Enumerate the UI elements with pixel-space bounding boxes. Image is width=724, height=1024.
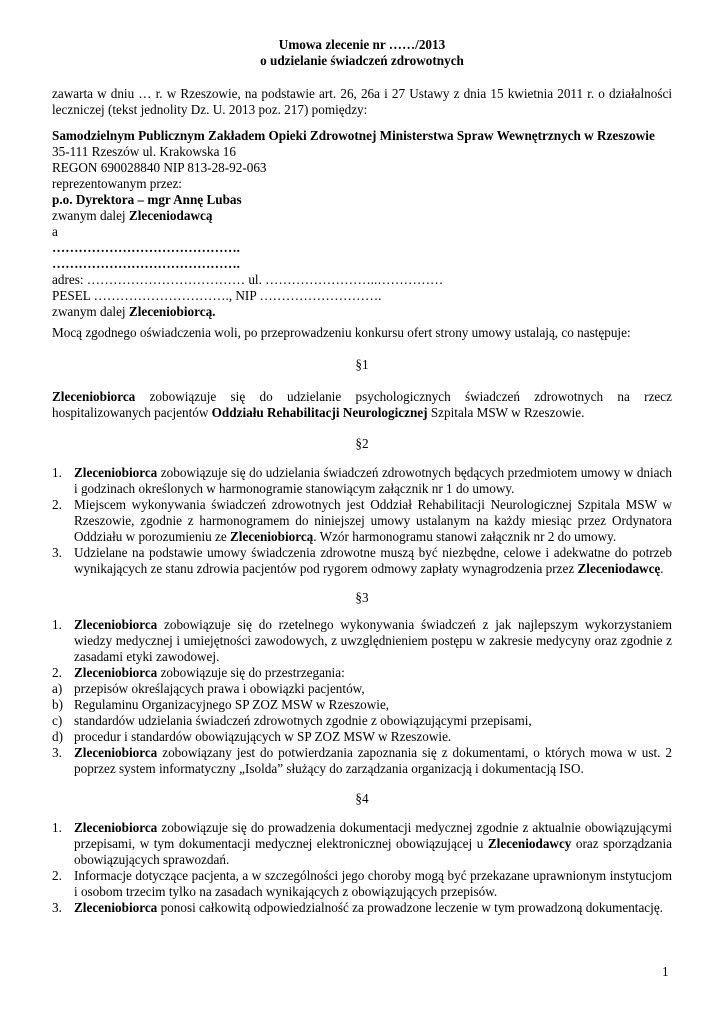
section-3-sublist	[52, 681, 672, 745]
section-3-list-cont	[52, 745, 672, 777]
section-1-paragraph: Zleceniobiorca zobowiązuje się do udzielanie psychologicznych świadczeń zdrowotnych na rzecz hospitalizowanych pacjentów Oddziału Rehabilitacji Neurologicznej Szpitala MSW w Rzeszowie.	[52, 389, 672, 420]
section-4-item-2: 2. Informacje dotyczące pacjenta, a w szczególności jego choroby mogą być przekazane uprawnionym instytucjom i osobom trzecim tylko na zasadach wynikających z obowiązujących przepisów.	[52, 868, 672, 899]
section-3-subitem-a: a) przepisów określających prawa i obowiązki pacjentów,	[52, 681, 365, 696]
party1-regon-nip: REGON 690028840 NIP 813-28-92-063	[52, 160, 267, 175]
agreement-paragraph: Mocą zgodnego oświadczenia woli, po przeprowadzeniu konkursu ofert strony umowy ustalają, co następuje:	[52, 325, 631, 340]
party2-address-field: adres: ……………………………… ul. ……………………..……………	[52, 272, 444, 287]
page-number: 1	[662, 964, 669, 979]
section-3-subitem-d: d) procedur i standardów obowiązujących w SP ZOZ MSW w Rzeszowie.	[52, 729, 452, 744]
section-4-item-3: 3. Zleceniobiorca ponosi całkowitą odpowiedzialność za prowadzone leczenie w tym prowadzoną dokumentację.	[52, 900, 663, 915]
section-3-item-1: 1. Zleceniobiorca zobowiązuje się do rzetelnego wykonywania świadczeń z jak najlepszym wykorzystaniem wiedzy medycznej i umiejętności zawodowych, z uwzględnieniem postępu w zakresie medycyny oraz zgodnie z zasadami etyki zawodowej.	[52, 617, 672, 664]
section-3-subitem-c: c) standardów udzielania świadczeń zdrowotnych zgodnie z obowiązującymi przepisami,	[52, 713, 532, 728]
section-2-heading: §2	[355, 436, 369, 451]
section-4-heading: §4	[355, 791, 369, 806]
party2-name-field: …………………………………….	[52, 240, 240, 255]
party1-name: Samodzielnym Publicznym Zakładem Opieki Zdrowotnej Ministerstwa Spraw Wewnętrznych w Rzeszowie	[52, 128, 655, 143]
party2-name-field-2: …………………………………….	[52, 256, 240, 271]
section-2-list	[52, 465, 672, 577]
conjunction: a	[52, 224, 58, 239]
title-line-2: o udzielanie świadczeń zdrowotnych	[260, 53, 464, 68]
section-1-heading: §1	[355, 357, 369, 372]
section-3-subitem-b: b) Regulaminu Organizacyjnego SP ZOZ MSW w Rzeszowie,	[52, 697, 390, 712]
section-3-heading: §3	[355, 590, 369, 605]
section-3-list	[52, 617, 672, 681]
section-2-item-3: 3. Udzielane na podstawie umowy świadczenia zdrowotne muszą być niezbędne, celowe i adekwatne do potrzeb wynikających ze stanu zdrowia pacjentów pod rygorem odmowy zapłaty wynagrodzenia przez Zleceniodawcę.	[52, 545, 672, 576]
party-contractor-block	[52, 128, 672, 320]
section-3-item-2: 2. Zleceniobiorca zobowiązuje się do przestrzegania:	[52, 665, 345, 680]
intro-paragraph: zawarta w dniu … r. w Rzeszowie, na podstawie art. 26, 26a i 27 Ustawy z dnia 15 kwietnia 2011 r. o działalności leczniczej (tekst jednolity Dz. U. 2013 poz. 217) pomiędzy:	[52, 86, 672, 117]
party2-pesel-nip-field: PESEL …………………………., NIP ……………………….	[52, 288, 382, 303]
section-3-item-3: 3. Zleceniobiorca zobowiązany jest do potwierdzania zapoznania się z dokumentami, o których mowa w ust. 2 poprzez system informatyczny „Isolda” służący do zarządzania organizacją i dokumentacją ISO.	[52, 745, 672, 776]
section-2-item-1: 1. Zleceniobiorca zobowiązuje się do udzielania świadczeń zdrowotnych będących przedmiotem umowy w dniach i godzinach określonych w harmonogramie stanowiącym załącznik nr 1 do umowy.	[52, 465, 672, 496]
party1-address: 35-111 Rzeszów ul. Krakowska 16	[52, 144, 236, 159]
party1-called: zwanym dalej Zleceniodawcą	[52, 208, 213, 223]
party2-called: zwanym dalej Zleceniobiorcą.	[52, 304, 216, 319]
party1-director: p.o. Dyrektora – mgr Annę Lubas	[52, 192, 242, 207]
section-2-item-2: 2. Miejscem wykonywania świadczeń zdrowotnych jest Oddział Rehabilitacji Neurologicznej Szpitala MSW w Rzeszowie, zgodnie z harmonogramem do niniejszej umowy ustalanym na każdy miesiąc przez Ordynatora Oddziału w porozumieniu ze Zleceniobiorcą. Wzór harmonogramu stanowi załącznik nr 2 do umowy.	[52, 497, 672, 544]
title-line-1: Umowa zlecenie nr ……/2013	[278, 37, 446, 52]
party1-represented-by: reprezentowanym przez:	[52, 176, 182, 191]
section-4-list	[52, 820, 672, 916]
document-title	[0, 37, 724, 69]
section-4-item-1: 1. Zleceniobiorca zobowiązuje się do prowadzenia dokumentacji medycznej zgodnie z aktualnie obowiązującymi przepisami, w tym dokumentacji medycznej elektronicznej obowiązującej u Zleceniodawcy oraz sporządzania obowiązujących sprawozdań.	[52, 820, 672, 867]
